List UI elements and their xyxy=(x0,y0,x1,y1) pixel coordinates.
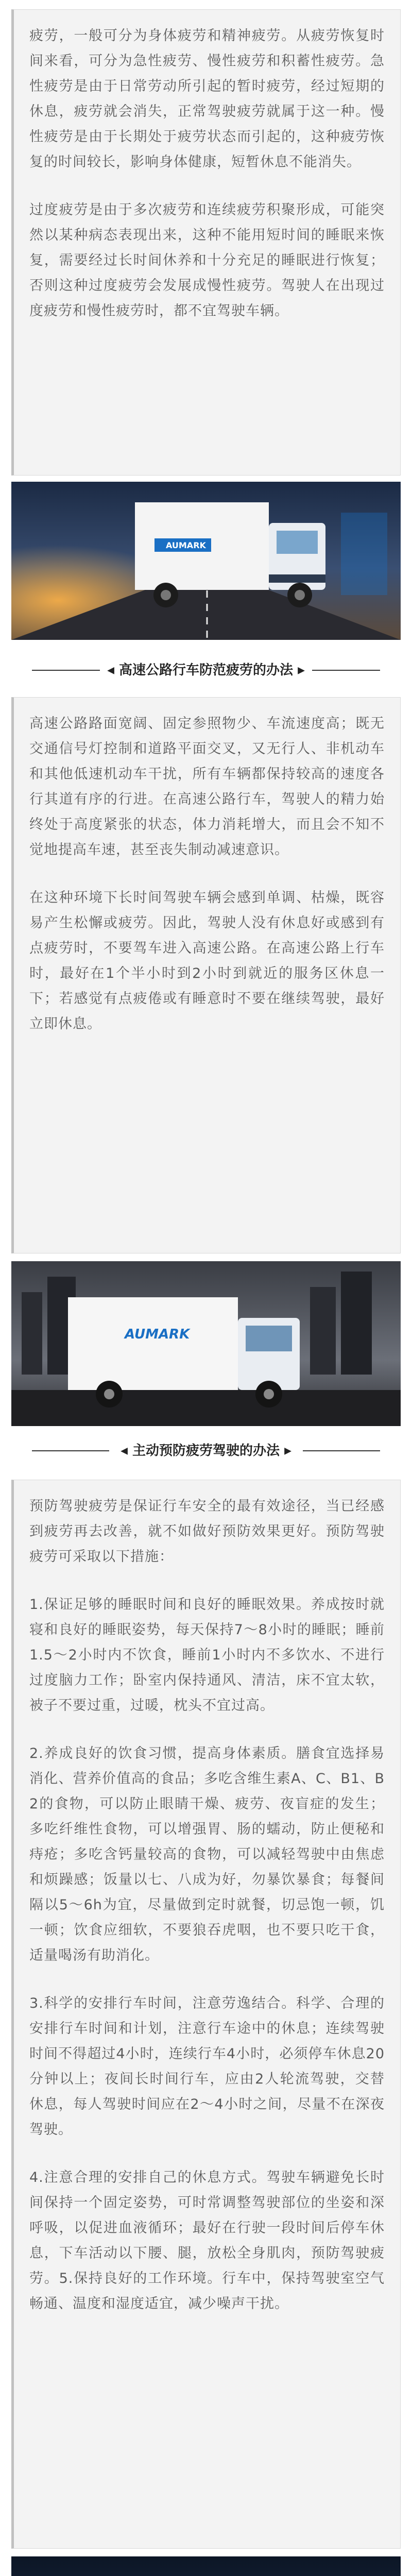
truck-brand-label: AUMARK xyxy=(125,1327,190,1342)
heading-rule-left xyxy=(32,1450,109,1451)
section-heading-highway xyxy=(11,657,401,684)
arrow-right-icon: ▶ xyxy=(298,665,305,676)
truck-brand-label: AUMARK xyxy=(166,540,206,550)
paragraph: 3.科学的安排行车时间，注意劳逸结合。科学、合理的安排行车时间和计划，注意行车途中的休息；连续驾驶时间不得超过4小时，连续行车4小时，必须停车休息20分钟以上；夜间长时间行车，应由2人轮流驾驶，交替休息，每人驾驶时间应在2～4小时之间，尽量不在深夜驾驶。 xyxy=(29,1995,385,2138)
truck-photo-old-town xyxy=(11,2556,401,2576)
heading-rule-left xyxy=(32,670,109,671)
paragraph: 过度疲劳是由于多次疲劳和连续疲劳积聚形成，可能突然以某种病态表现出来，这种不能用短时间的睡眠来恢复，需要经过长时间休养和十分充足的睡眠进行恢复；否则这种过度疲劳会发展成慢性疲劳。驾驶人在出现过度疲劳和慢性疲劳时，都不宜驾驶车辆。 xyxy=(29,202,385,319)
truck-photo-city-dusk xyxy=(11,1261,401,1426)
paragraph: 在这种环境下长时间驾驶车辆会感到单调、枯燥，既容易产生松懈或疲劳。因此，驾驶人没有休息好或感到有点疲劳时，不要驾车进入高速公路。在高速公路上行车时，最好在1个半小时到2小时到就近的服务区休息一下；若感觉有点疲倦或有睡意时不要在继续驾驶，最好立即休息。 xyxy=(29,890,385,1032)
heading-rule-right xyxy=(303,670,380,671)
truck-photo-highway xyxy=(11,482,401,640)
paragraph: 预防驾驶疲劳是保证行车安全的最有效途径，当已经感到疲劳再去改善，就不如做好预防效果更好。预防驾驶疲劳可采取以下措施： xyxy=(29,1498,385,1565)
intro-text-box xyxy=(11,9,401,476)
highway-text-box xyxy=(11,697,401,1253)
paragraph: 4.注意合理的安排自己的休息方式。驾驶车辆避免长时间保持一个固定姿势，可时常调整驾驶部位的坐姿和深呼吸，以促进血液循环；最好在行驶一段时间后停车休息，下车活动以下腰、腿，放松全身肌肉，预防驾驶疲劳。5.保持良好的工作环境。行车中，保持驾驶室空气畅通、温度和湿度适宜，减少噪声干扰。 xyxy=(29,2170,385,2312)
section-heading-prevent xyxy=(11,1437,401,1464)
section-heading-text: 高速公路行车防范疲劳的办法 xyxy=(118,663,293,678)
heading-rule-right xyxy=(303,1450,380,1451)
arrow-left-icon: ◀ xyxy=(107,665,114,676)
section-heading-text: 主动预防疲劳驾驶的办法 xyxy=(132,1443,280,1459)
paragraph: 高速公路路面宽阔、固定参照物少、车流速度高；既无交通信号灯控制和道路平面交叉，又无行人、非机动车和其他低速机动车干扰，所有车辆都保持较高的速度各行其道有序的行进。在高速公路行车，驾驶人的精力始终处于高度紧张的状态，体力消耗增大，而且会不知不觉地提高车速，甚至丧失制动减速意识。 xyxy=(29,716,385,858)
prevent-text-box xyxy=(11,1480,401,2549)
arrow-left-icon: ◀ xyxy=(121,1445,128,1456)
paragraph: 疲劳，一般可分为身体疲劳和精神疲劳。从疲劳恢复时间来看，可分为急性疲劳、慢性疲劳和积蓄性疲劳。急性疲劳是由于日常劳动所引起的暂时疲劳，经过短期的休息，疲劳就会消失，正常驾驶疲劳就属于这一种。慢性疲劳是由于长期处于疲劳状态而引起的，这种疲劳恢复的时间较长，影响身体健康，短暂休息不能消失。 xyxy=(29,28,385,170)
paragraph: 2.养成良好的饮食习惯，提高身体素质。膳食宜选择易消化、营养价值高的食品；多吃含维生素A、C、B1、B2的食物，可以防止眼睛干燥、疲劳、夜盲症的发生；多吃纤维性食物，可以增强胃、肠的蠕动，防止便秘和痔疮；多吃含钙量较高的食物，可以减轻驾驶中由焦虑和烦躁感；饭量以七、八成为好，勿暴饮暴食；每餐间隔以5～6h为宜，尽量做到定时就餐，切忌饱一顿，饥一顿；饮食应细软，不要狼吞虎咽，也不要只吃干食，适量喝汤有助消化。 xyxy=(29,1745,385,1963)
arrow-right-icon: ▶ xyxy=(284,1445,291,1456)
paragraph: 1.保证足够的睡眠时间和良好的睡眠效果。养成按时就寝和良好的睡眠姿势，每天保持7～8小时的睡眠；睡前1.5～2小时内不饮食，睡前1小时内不多饮水、不进行过度脑力工作；卧室内保持通风、清洁，床不宜太软，被子不要过重，过暖，枕头不宜过高。 xyxy=(29,1597,385,1714)
